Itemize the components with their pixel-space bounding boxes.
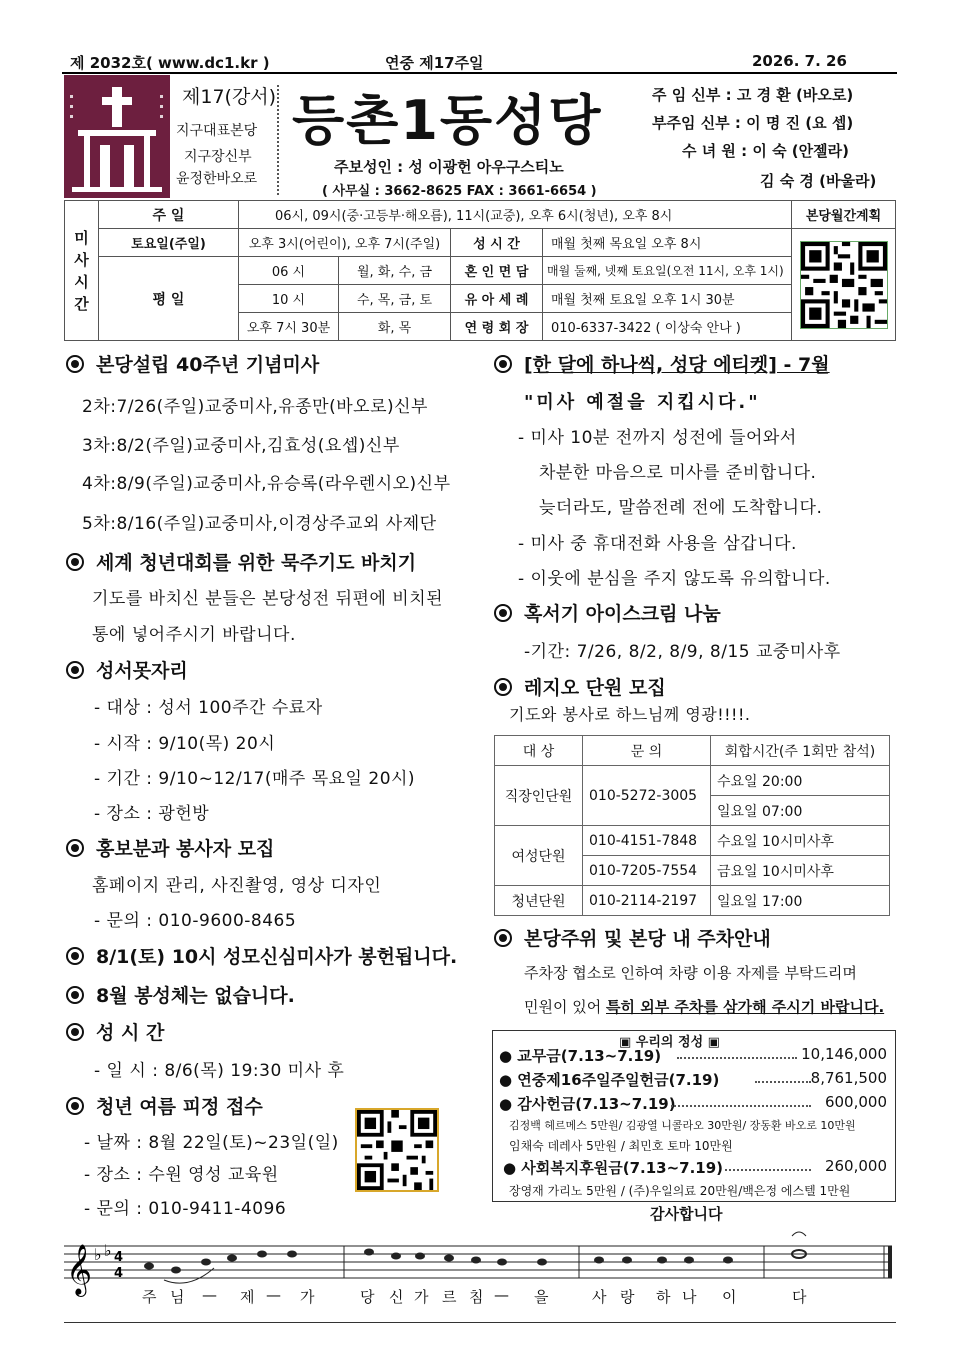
church-icon: [64, 75, 170, 198]
rosary-line-1: 통에 넣어주시기 바랍니다.: [92, 625, 296, 645]
section-icecream-title: 혹서기 아이스크림 나눔: [494, 599, 721, 626]
section-rosary-title: 세계 청년대회를 위한 묵주기도 바치기: [66, 548, 416, 575]
district-line4: 윤정한바오로: [176, 171, 258, 187]
monthly-plan-label: 본당월간계획: [792, 201, 896, 229]
etiquette-line-0: - 미사 10분 전까지 성전에 들어와서: [518, 428, 797, 448]
event-name-1: 혼 인 면 담: [451, 257, 543, 285]
lyric-syllable: 랑: [620, 1288, 635, 1306]
etiquette-subtitle: "미사 예절을 지킵시다.": [524, 392, 761, 413]
clergy-sister2: 김 숙 경 (바울라): [760, 172, 877, 190]
legio-head-0: 대 상: [495, 736, 583, 766]
church-logo: [64, 75, 170, 198]
bullet-icon: [66, 553, 84, 571]
clergy-sister: 수 녀 원 : 이 숙 (안젤라): [682, 142, 849, 160]
legio-table: [494, 735, 890, 916]
event-name-2: 유 아 세 례: [451, 285, 543, 313]
svg-text:♭: ♭: [104, 1241, 112, 1260]
clergy-pastor: 주 임 신부 : 고 경 환 (바오로): [652, 86, 854, 104]
retreat-qr-code-icon[interactable]: [355, 1108, 439, 1192]
legio-phone-worker: 010-5272-3005: [583, 766, 711, 826]
bible-line-2: - 기간 : 9/10~12/17(매주 목요일 20시): [94, 769, 416, 789]
bullet-icon: [66, 1097, 84, 1115]
retreat-line-0: - 날짜 : 8월 22일(토)~23일(일): [84, 1133, 339, 1153]
bullet-icon: [66, 661, 84, 679]
lyric-syllable: —: [266, 1286, 281, 1304]
offering-donors-2: 장영재 가리노 5만원 / (주)우일의료 20만원/백은정 에스텔 1만원: [509, 1184, 851, 1198]
lyric-syllable: 가: [414, 1288, 429, 1306]
offering-donors-0: 김정백 헤르메스 5만원/ 김광열 니콜라오 30만원/ 장동환 바오로 10만원: [509, 1119, 856, 1132]
bullet-icon: [66, 355, 84, 373]
offering-row-3: ● 사회복지후원금(7.13~7.19) 260,000: [503, 1157, 887, 1177]
etiquette-line-3: - 미사 중 휴대전화 사용을 삼갑니다.: [518, 534, 797, 554]
svg-text:4: 4: [114, 1266, 124, 1281]
hymn-lyrics: [64, 1286, 894, 1310]
top-rule: [62, 72, 897, 74]
lyric-syllable: 침: [469, 1288, 484, 1306]
weekday-time-2: 오후 7시 30분: [239, 313, 339, 341]
treble-clef-icon: 𝄞: [66, 1244, 93, 1295]
legio-head-1: 문 의: [583, 736, 711, 766]
legio-phone-women-1: 010-4151-7848: [583, 826, 711, 856]
monthly-qr-cell: [792, 229, 896, 341]
event-name-3: 연 령 회 장: [451, 313, 543, 341]
district-title: 제17(강서): [182, 86, 277, 108]
anniversary-line-3: 5차:8/16(주일)교중미사,이경상주교외 사제단: [82, 514, 437, 534]
lyric-syllable: 나: [682, 1288, 697, 1306]
lyric-syllable: 르: [442, 1288, 457, 1306]
liturgical-season: 연중 제17주일: [385, 54, 484, 72]
clergy-assistant: 부주임 신부 : 이 명 진 (요 셉): [652, 114, 854, 132]
event-value-3: 010-6337-3422 ( 이상숙 안나 ): [543, 313, 792, 341]
pr-line-0: 홈페이지 관리, 사진촬영, 영상 디자인: [92, 876, 382, 896]
section-legio-title: 레지오 단원 모집: [494, 673, 666, 700]
offering-title: ▣ 우리의 정성 ▣: [619, 1035, 720, 1050]
section-parking-title: 본당주위 및 본당 내 주차안내: [494, 924, 771, 951]
offering-box: [492, 1030, 896, 1202]
weekday-days-2: 화, 목: [339, 313, 451, 341]
legio-group-women: 여성단원: [495, 826, 583, 886]
icecream-line-0: -기간: 7/26, 8/2, 8/9, 8/15 교중미사후: [524, 642, 841, 662]
sunday-label: 주 일: [99, 201, 239, 229]
section-etiquette-title: [한 달에 하나씩, 성당 에티켓] - 7월: [494, 350, 830, 377]
anniversary-line-2: 4차:8/9(주일)교중미사,유승록(라우렌시오)신부: [82, 474, 451, 494]
lyric-syllable: —: [494, 1286, 509, 1304]
bible-line-3: - 장소 : 광헌방: [94, 804, 210, 824]
weekday-days-1: 수, 목, 금, 토: [339, 285, 451, 313]
lyric-syllable: 가: [300, 1288, 315, 1306]
legio-time-youth: 일요일 17:00: [711, 886, 890, 916]
legio-phone-women-2: 010-7205-7554: [583, 856, 711, 886]
retreat-line-1: - 장소 : 수원 영성 교육원: [84, 1165, 279, 1185]
section-marian-mass-title: 8/1(토) 10시 성모신심미사가 봉헌됩니다.: [66, 942, 457, 969]
parking-emphasis: 특히 외부 주차를 삼가해 주시기 바랍니다.: [606, 998, 885, 1016]
lyric-syllable: 이: [722, 1288, 737, 1306]
event-value-2: 매월 첫째 토요일 오후 1시 30분: [543, 285, 792, 313]
lyric-syllable: 다: [792, 1288, 807, 1306]
parish-name: 등촌1동성당: [292, 89, 603, 152]
issue-date: 2026. 7. 26: [752, 52, 847, 70]
offering-row-1: ● 연중제16주일주일헌금(7.19) 8,761,500: [499, 1069, 887, 1089]
lyric-syllable: 당: [360, 1288, 375, 1306]
header-dots: [277, 85, 279, 195]
bullet-icon: [494, 355, 512, 373]
bullet-icon: [494, 929, 512, 947]
weekday-label: 평 일: [99, 257, 239, 341]
section-pr-title: 홍보분과 봉사자 모집: [66, 834, 274, 861]
weekday-time-1: 10 시: [239, 285, 339, 313]
legio-time-worker-1: 수요일 20:00: [711, 766, 890, 796]
lyric-syllable: 신: [389, 1288, 404, 1306]
pr-line-1: - 문의 : 010-9600-8465: [94, 911, 297, 931]
holy-hour-line-0: - 일 시 : 8/6(목) 19:30 미사 후: [94, 1061, 345, 1081]
mass-label: 미사시간: [65, 201, 99, 341]
sunday-times: 06시, 09시(중·고등부·해오름), 11시(교중), 오후 6시(청년), 오후 8시: [239, 201, 792, 229]
section-anniversary-title: 본당설립 40주년 기념미사: [66, 350, 319, 377]
district-line2: 지구대표본당: [176, 123, 258, 139]
bottom-rule: [64, 1322, 896, 1323]
section-bible-title: 성서못자리: [66, 656, 188, 683]
bullet-icon: [66, 1023, 84, 1041]
bullet-icon: [66, 986, 84, 1004]
rosary-line-0: 기도를 바치신 분들은 본당성전 뒤편에 비치된: [92, 589, 444, 609]
parking-line-0: 주차장 협소로 인하여 차량 이용 자제를 부탁드리며: [524, 964, 857, 982]
legio-group-youth: 청년단원: [495, 886, 583, 916]
bullet-icon: [494, 678, 512, 696]
section-communion-title: 8월 봉성체는 없습니다.: [66, 981, 295, 1008]
district-line3: 지구장신부: [184, 149, 252, 165]
bible-line-0: - 대상 : 성서 100주간 수료자: [94, 698, 323, 718]
lyric-syllable: 제: [240, 1288, 255, 1306]
weekday-days-0: 월, 화, 수, 금: [339, 257, 451, 285]
svg-text:4: 4: [114, 1250, 124, 1265]
etiquette-line-1: 차분한 마음으로 미사를 준비합니다.: [539, 463, 817, 483]
offering-row-0: ● 교무금(7.13~7.19) 10,146,000: [499, 1045, 887, 1065]
patron-saint: 주보성인 : 성 이광헌 아우구스티노: [334, 158, 564, 176]
bullet-icon: [66, 947, 84, 965]
bullet-icon: [494, 604, 512, 622]
qr-code-icon[interactable]: [800, 241, 888, 329]
section-retreat-title: 청년 여름 피정 접수: [66, 1092, 263, 1119]
etiquette-line-2: 늦더라도, 말씀전례 전에 도착합니다.: [539, 498, 823, 518]
legio-time-worker-2: 일요일 07:00: [711, 796, 890, 826]
bible-line-1: - 시작 : 9/10(목) 20시: [94, 734, 276, 754]
legio-head-2: 회합시간(주 1회만 참석): [711, 736, 890, 766]
legio-line-0: 기도와 봉사로 하느님께 영광!!!!.: [509, 705, 751, 724]
bullet-icon: [66, 839, 84, 857]
offering-row-2: ● 감사헌금(7.13~7.19) 600,000: [499, 1093, 887, 1113]
thanks-text: 감사합니다: [650, 1205, 723, 1223]
etiquette-line-4: - 이웃에 분심을 주지 않도록 유의합니다.: [518, 569, 831, 589]
lyric-syllable: 을: [534, 1288, 549, 1306]
event-value-1: 매월 둘째, 넷째 토요일(오전 11시, 오후 1시): [543, 257, 792, 285]
lyric-syllable: 사: [592, 1288, 607, 1306]
legio-time-women-2: 금요일 10시미사후: [711, 856, 890, 886]
mass-schedule-table: [64, 200, 896, 341]
legio-phone-youth: 010-2114-2197: [583, 886, 711, 916]
lyric-syllable: 님: [170, 1288, 185, 1306]
event-name-0: 성 시 간: [451, 229, 543, 257]
issue-number: 제 2032호( www.dc1.kr ): [70, 54, 270, 72]
lyric-syllable: —: [202, 1286, 217, 1304]
retreat-line-2: - 문의 : 010-9411-4096: [84, 1199, 287, 1219]
offering-donors-1: 임채숙 데레사 5만원 / 최민호 토마 10만원: [509, 1139, 733, 1153]
event-value-0: 매월 첫째 목요일 오후 8시: [543, 229, 792, 257]
svg-text:♭: ♭: [94, 1245, 102, 1264]
anniversary-line-0: 2차:7/26(주일)교중미사,유종만(바오로)신부: [82, 397, 428, 417]
anniversary-line-1: 3차:8/2(주일)교중미사,김효성(요셉)신부: [82, 436, 400, 456]
office-contact: ( 사무실 : 3662-8625 FAX : 3661-6654 ): [322, 184, 597, 199]
section-holy-hour-title: 성 시 간: [66, 1018, 164, 1045]
lyric-syllable: 주: [142, 1288, 157, 1306]
weekday-time-0: 06 시: [239, 257, 339, 285]
parking-line-1: 민원이 있어 특히 외부 주차를 삼가해 주시기 바랍니다.: [524, 998, 885, 1016]
lyric-syllable: 하: [656, 1288, 671, 1306]
saturday-label: 토요일(주일): [99, 229, 239, 257]
saturday-times: 오후 3시(어린이), 오후 7시(주일): [239, 229, 451, 257]
legio-group-worker: 직장인단원: [495, 766, 583, 826]
legio-time-women-1: 수요일 10시미사후: [711, 826, 890, 856]
